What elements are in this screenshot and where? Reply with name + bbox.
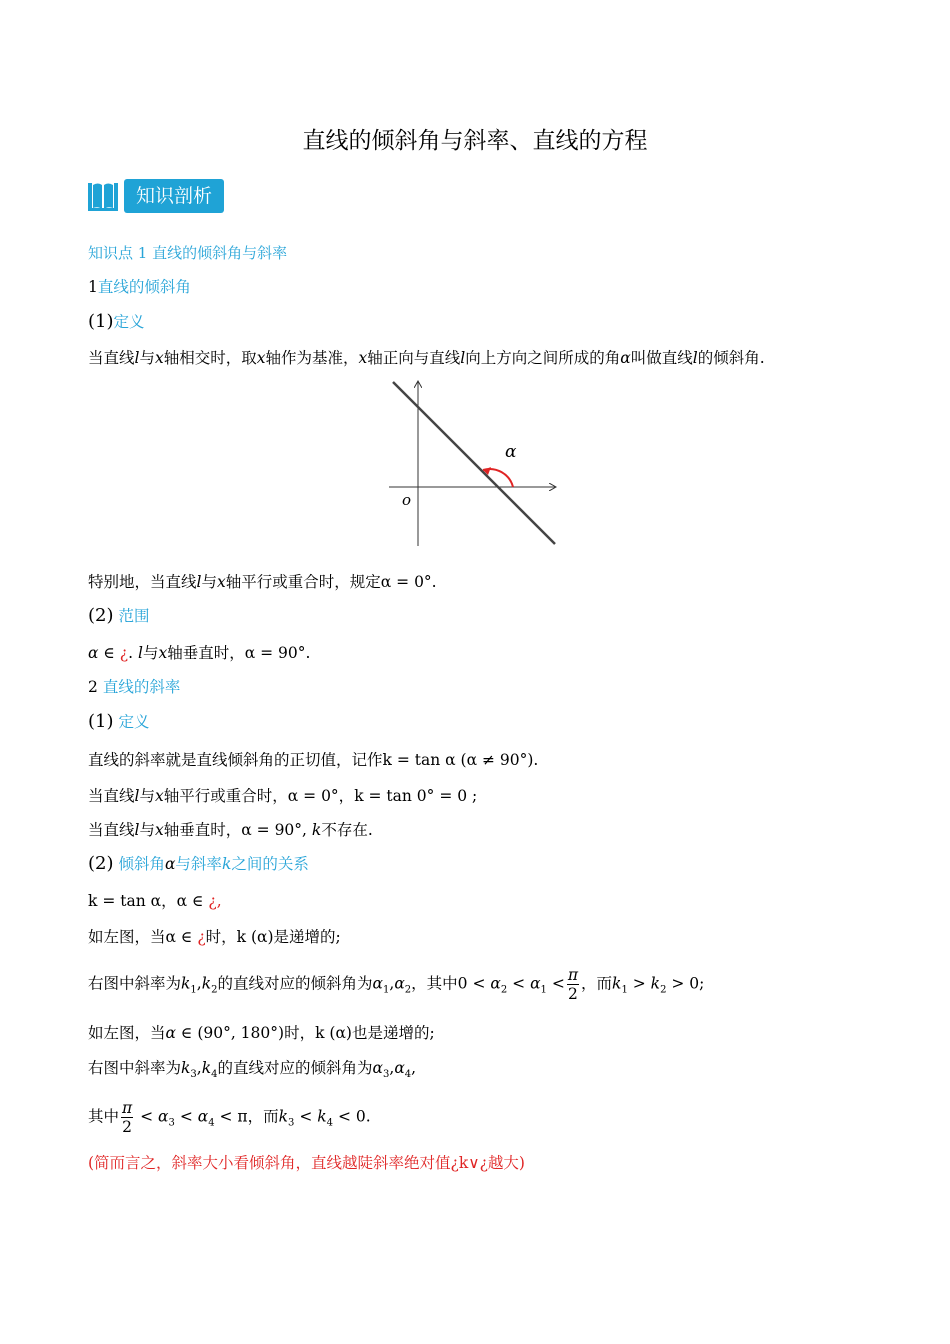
relation-line-2: 如左图，当α ∈ ¿时，k (α)是递增的; (88, 928, 341, 946)
definition-paragraph: 当直线l与x轴相交时，取x轴作为基准，x轴正向与直线l向上方向之间所成的角α叫做直线l的倾斜角. (88, 349, 765, 367)
pi-over-2-fraction: $\frac{\pi}{2}$ (122, 1099, 133, 1136)
section-1-2-heading: (2) 范围 (88, 605, 150, 626)
page-title: 直线的倾斜角与斜率、直线的方程 (302, 128, 648, 154)
origin-label: o (402, 491, 412, 509)
pi-over-2-fraction: $\frac{\pi}{2}$ (567, 966, 579, 1003)
alpha-label: α (505, 442, 517, 462)
relation-line-4: 如左图，当α ∈ (90°, 180°)时，k (α)也是递增的; (88, 1024, 435, 1042)
book-icon (86, 179, 120, 213)
section-banner (86, 178, 224, 214)
relation-line-5: 右图中斜率为$k_3,k_4$的直线对应的倾斜角为$\alpha_3,\alpha_4$, (88, 1059, 417, 1081)
line-l (393, 382, 555, 544)
special-case-line: 特别地，当直线l与x轴平行或重合时，规定α = 0°. (88, 573, 437, 591)
summary-note: (简而言之，斜率大小看倾斜角，直线越陡斜率绝对值¿k∨¿越大) (88, 1154, 525, 1172)
banner-label: 知识剖析 (124, 179, 224, 213)
relation-line-6: 其中 $\frac{\pi}{2}$ < $\alpha_3 < \alpha_4 < \pi$，而$k_3 < k_4 < 0$. (88, 1099, 371, 1136)
slope-definition-line: 直线的斜率就是直线倾斜角的正切值，记作k = tan α (α ≠ 90°). (88, 751, 539, 769)
slope-perpendicular-line: 当直线l与x轴垂直时，α = 90°, k不存在. (88, 821, 373, 839)
section-2-2-heading: (2) 倾斜角α与斜率k之间的关系 (88, 853, 309, 874)
relation-line-3: 右图中斜率为$k_1,k_2$的直线对应的倾斜角为$\alpha_1,\alpha_2$，其中$0 < \alpha_2 < \alpha_1$ < $\frac{\pi}{2}$ ，而$k_1 > k_2 > 0$; (88, 966, 705, 1003)
slope-parallel-line: 当直线l与x轴平行或重合时，α = 0°，k = tan 0° = 0 ; (88, 787, 478, 805)
section-1-heading: 1直线的倾斜角 (88, 278, 191, 296)
relation-line-1: k = tan α，α ∈ ¿, (88, 892, 222, 910)
range-line: α ∈ ¿. l与x轴垂直时，α = 90°. (88, 644, 311, 662)
section-2-1-heading: (1) 定义 (88, 711, 150, 732)
section-2-heading: 2 直线的斜率 (88, 678, 181, 696)
inclination-angle-figure (385, 378, 565, 550)
section-1-1-heading: (1)定义 (88, 311, 145, 332)
knowledge-point-heading: 知识点 1 直线的倾斜角与斜率 (88, 244, 288, 262)
